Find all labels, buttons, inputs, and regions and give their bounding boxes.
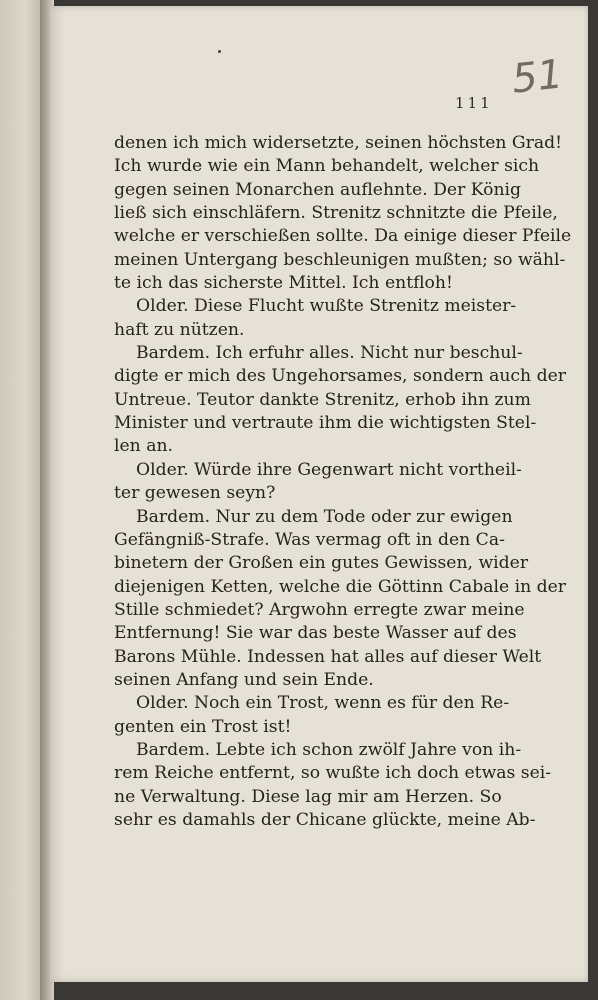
text-line: binetern der Großen ein gutes Gewissen, wider	[114, 553, 529, 574]
text-line: Entfernung! Sie war das beste Wasser auf des	[114, 623, 517, 644]
text-line: ne Verwaltung. Diese lag mir am Herzen. So	[114, 786, 502, 807]
text-line: Stille schmiedet? Argwohn erregte zwar meine	[114, 599, 525, 620]
text-line: Older. Diese Flucht wußte Strenitz meister-	[136, 296, 517, 317]
text-line: Bardem. Lebte ich schon zwölf Jahre von ih-	[136, 739, 522, 760]
text-line: Gefängniß-Strafe. Was vermag oft in den Ca-	[114, 529, 505, 550]
text-line: Ich wurde wie ein Mann behandelt, welcher sich	[114, 156, 540, 177]
text-line: Untreue. Teutor dankte Strenitz, erhob ihn zum	[114, 389, 531, 410]
text-line: rem Reiche entfernt, so wußte ich doch etwas sei-	[114, 763, 552, 784]
text-line: meinen Untergang beschleunigen mußten; so wähl-	[114, 249, 566, 270]
text-line: ließ sich einschläfern. Strenitz schnitzte die Pfeile,	[114, 203, 558, 224]
text-line: gegen seinen Monarchen auflehnte. Der König	[114, 179, 522, 200]
text-line: ter gewesen seyn?	[114, 483, 276, 504]
text-line: sehr es damahls der Chicane glückte, meine Ab-	[114, 809, 536, 830]
handwritten-folio-number: 51	[509, 51, 566, 103]
book-page	[50, 6, 588, 982]
text-line: Bardem. Nur zu dem Tode oder zur ewigen	[136, 506, 513, 527]
text-line: genten ein Trost ist!	[114, 716, 292, 737]
text-line: denen ich mich widersetzte, seinen höchsten Grad!	[114, 133, 563, 153]
text-line: welche er verschießen sollte. Da einige dieser Pfeile	[114, 226, 572, 247]
text-line: Older. Noch ein Trost, wenn es für den Re-	[136, 693, 510, 714]
text-line: diejenigen Ketten, welche die Göttinn Cabale in der	[114, 576, 567, 597]
page-number: 111	[455, 94, 493, 112]
text-line: te ich das sicherste Mittel. Ich entfloh!	[114, 273, 453, 294]
text-line: Older. Würde ihre Gegenwart nicht vortheil-	[136, 459, 522, 480]
text-line: Minister und vertraute ihm die wichtigsten Stel-	[114, 413, 537, 434]
text-line: seinen Anfang und sein Ende.	[114, 669, 374, 690]
text-line: Barons Mühle. Indessen hat alles auf dieser Welt	[114, 646, 542, 667]
ink-speck	[218, 50, 221, 53]
body-text	[114, 132, 572, 832]
text-line: Bardem. Ich erfuhr alles. Nicht nur beschul-	[136, 343, 523, 364]
text-line: len an.	[114, 436, 173, 457]
text-line: digte er mich des Ungehorsames, sondern auch der	[114, 366, 566, 387]
text-line: haft zu nützen.	[114, 319, 245, 340]
